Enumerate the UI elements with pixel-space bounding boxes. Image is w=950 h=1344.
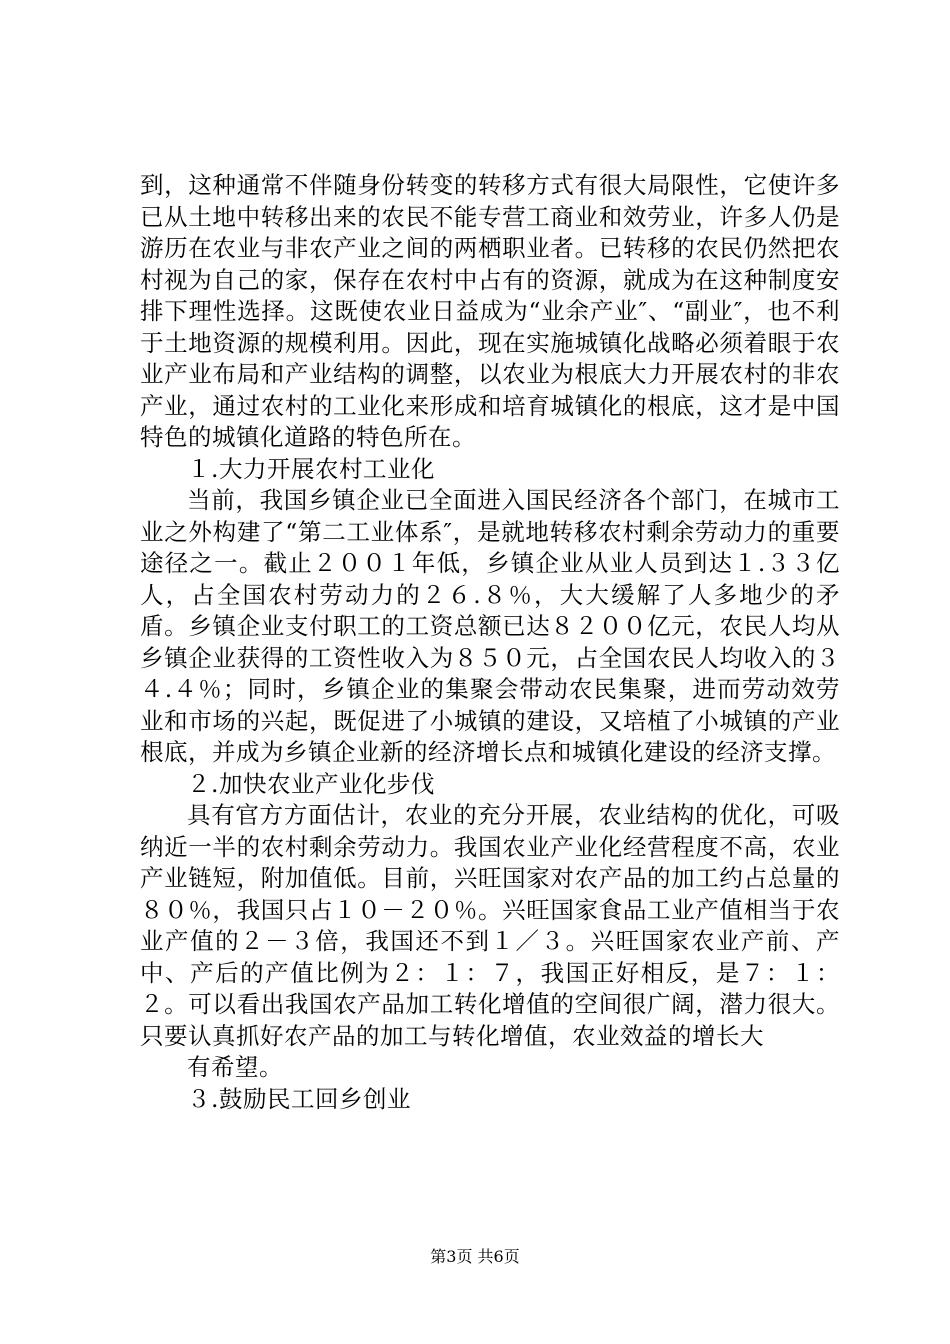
paragraph-rural-industrialization: 当前，我国乡镇企业已全面进入国民经济各个部门，在城市工业之外构建了“第二工业体系″，是就地转移农村剩余劳动力的重要途径之一。截止２００１年低，乡镇企业从业人员到达１.３３亿人，占全国农村劳动力的２６.８％，大大缓解了人多地少的矛盾。乡镇企业支付职工的工资总额已达８２００亿元，农民人均从乡镇企业获得的工资性收入为８５０元，占全国农民人均收入的３４.４％；同时，乡镇企业的集聚会带动农民集聚，进而劳动效劳业和市场的兴起，既促进了小城镇的建设，又培植了小城镇的产业根底，并成为乡镇企业新的经济增长点和城镇化建设的经济支撑。	[140, 486, 840, 766]
paragraph-continuation: 有希望。	[187, 1053, 283, 1081]
section-heading-2: ２.加快农业产业化步伐	[187, 769, 435, 798]
paragraph-agricultural-industrialization: 具有官方方面估计，农业的充分开展，农业结构的优化，可吸纳近一半的农村剩余劳动力。我国农业产业化经营程度不高，农业产业链短，附加值低。目前，兴旺国家对农产品的加工约占总量的８０％，我国只占１０－２０％。兴旺国家食品工业产值相当于农业产值的２－３倍，我国还不到１／３。兴旺国家农业产前、产中、产后的产值比例为２：１：７，我国正好相反，是７：１：２。可以看出我国农产品加工转化增值的空间很广阔，潜力很大。只要认真抓好农产品的加工与转化增值，农业效益的增长大	[140, 801, 840, 1050]
section-heading-3: ３.鼓励民工回乡创业	[187, 1084, 411, 1113]
paragraph-intro: 到，这种通常不伴随身份转变的转移方式有很大局限性，它使许多已从土地中转移出来的农民不能专营工商业和效劳业，许多人仍是游历在农业与非农产业之间的两栖职业者。已转移的农民仍然把农村视为自己的家，保存在农村中占有的资源，就成为在这种制度安排下理性选择。这既使农业日益成为“业余产业″、“副业″，也不利于土地资源的规模利用。因此，现在实施城镇化战略必须着眼于农业产业布局和产业结构的调整，以农业为根底大力开展农村的非农产业，通过农村的工业化来形成和培育城镇化的根底，这才是中国特色的城镇化道路的特色所在。	[140, 171, 840, 451]
document-body	[140, 170, 840, 1115]
page-number-footer: 第3页 共6页	[430, 1247, 520, 1266]
section-heading-1: １.大力开展农村工业化	[187, 454, 435, 483]
